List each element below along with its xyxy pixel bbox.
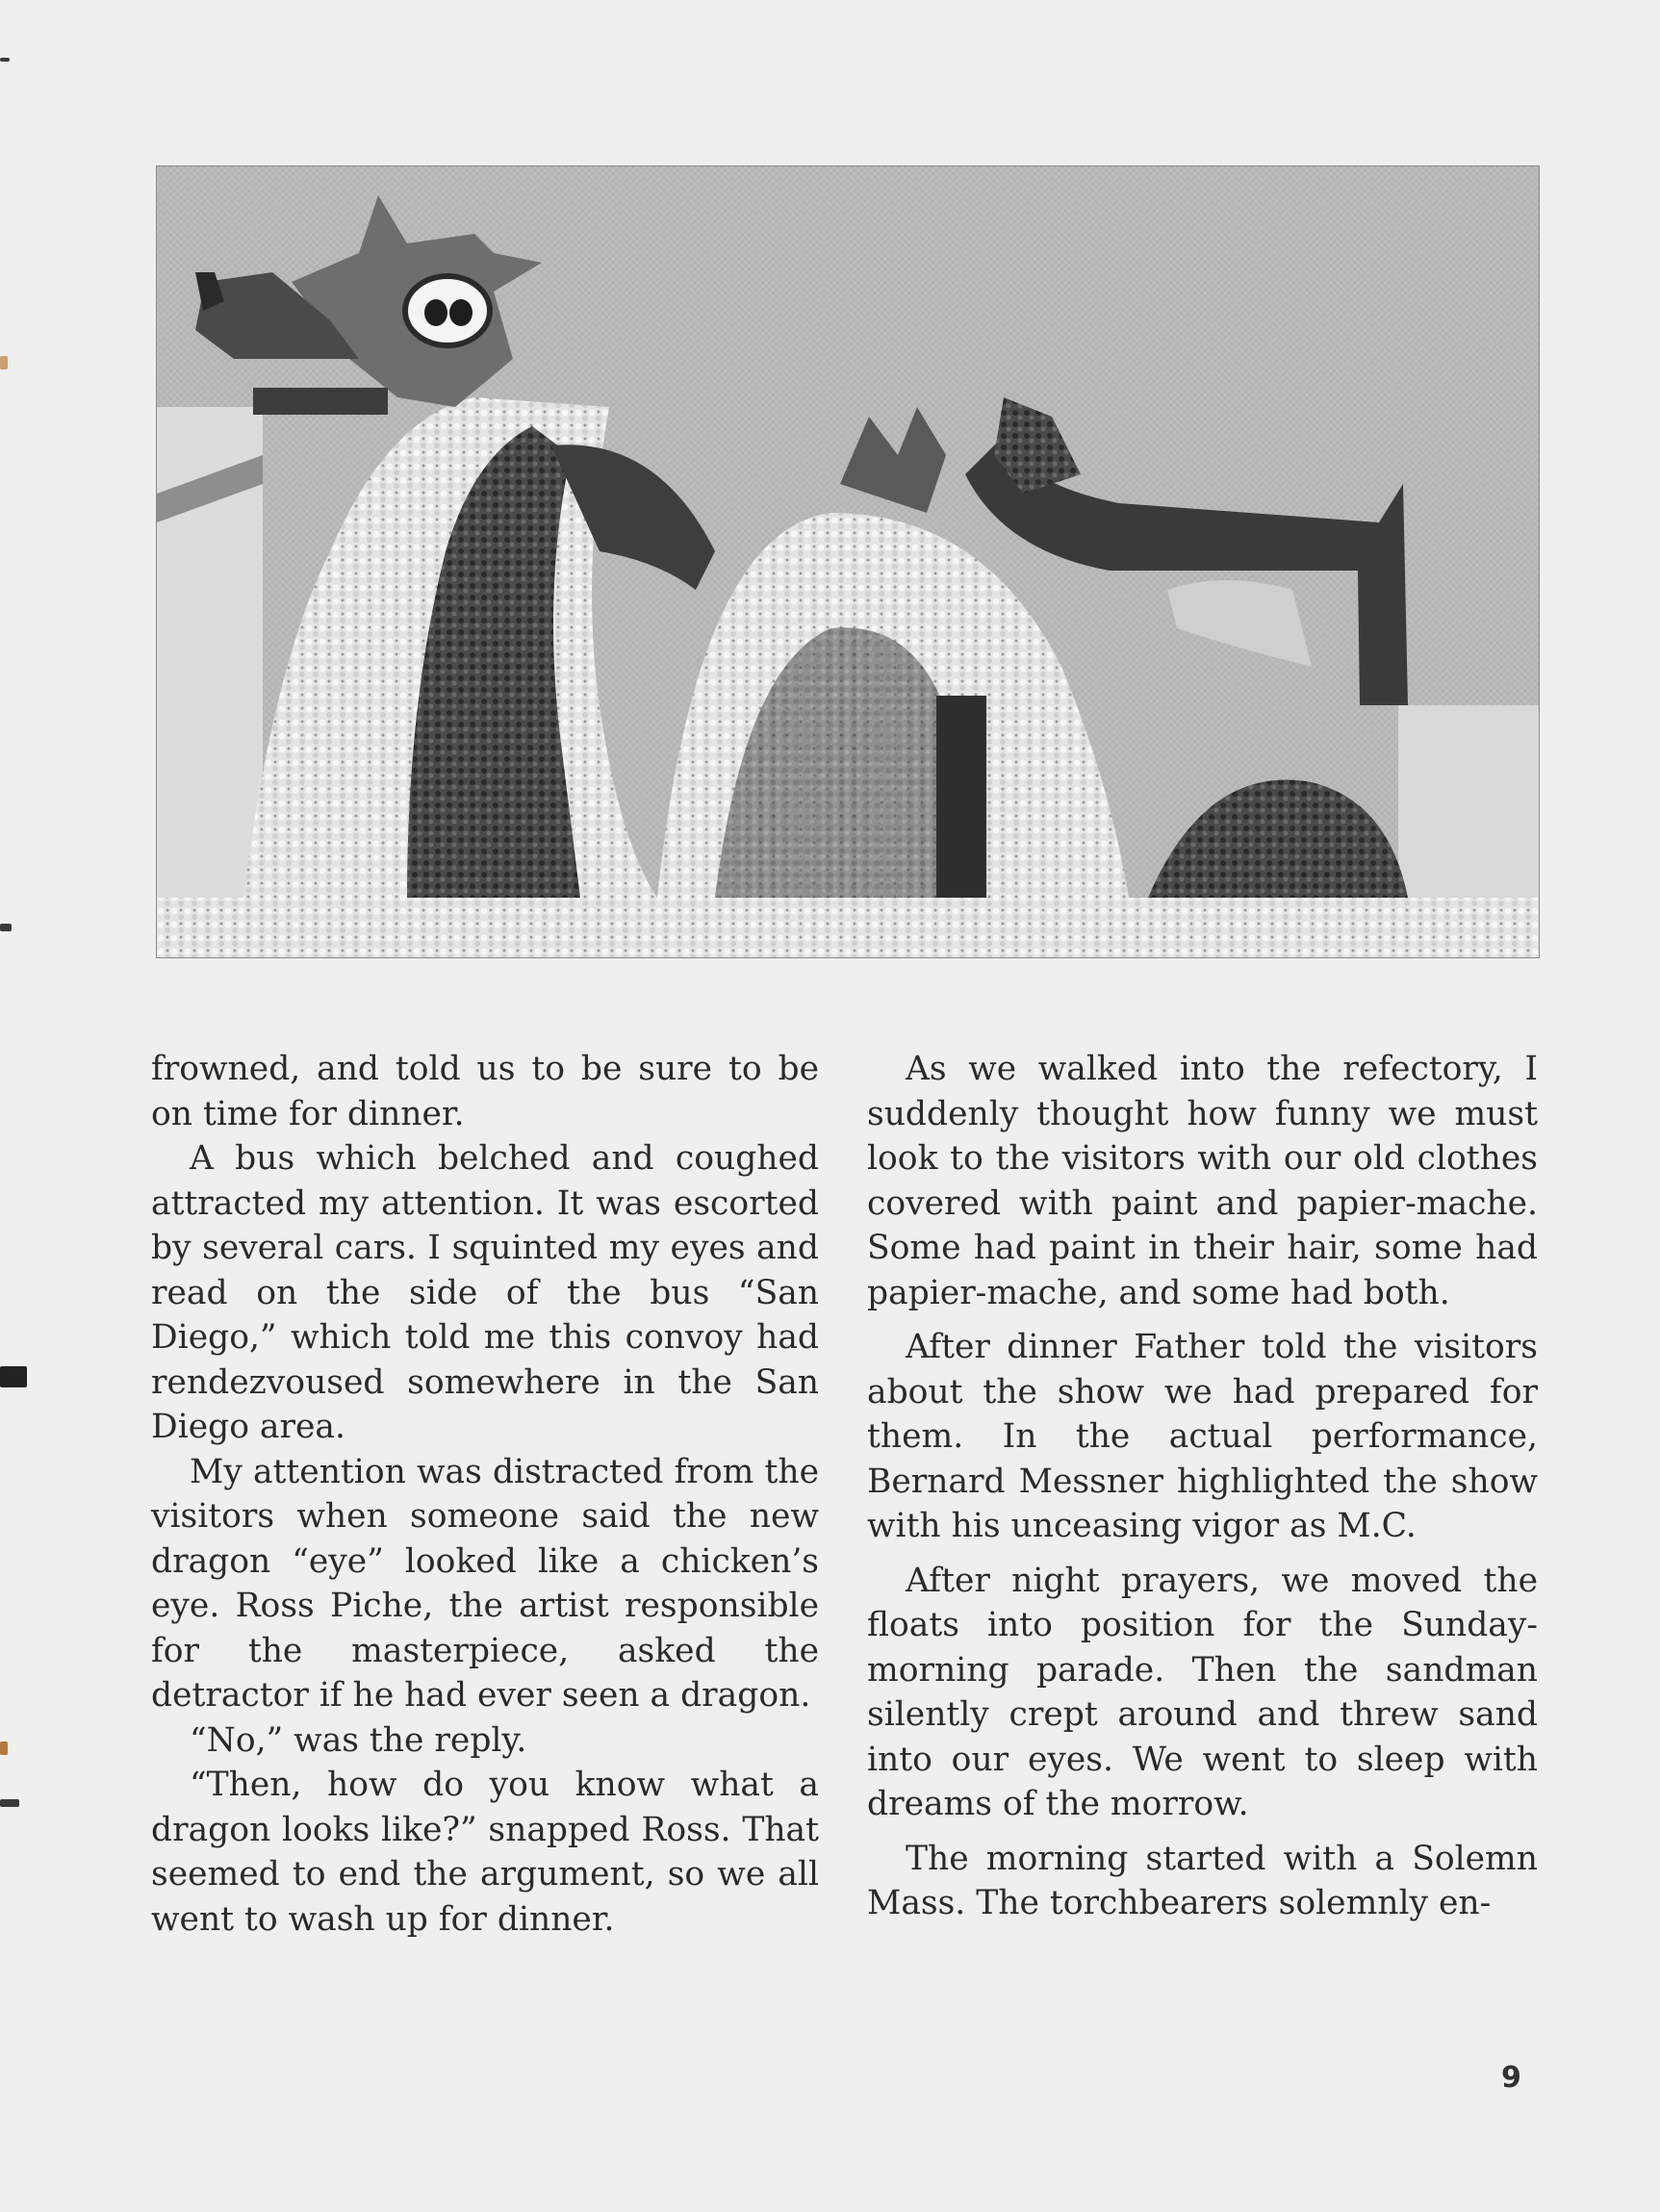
binder-mark [0, 1742, 8, 1755]
paragraph: “Then, how do you know what a dragon looks like?” snapped Ross. That seemed to end the argument, so we all went to wash up for dinner. [151, 1766, 819, 1939]
paragraph: A bus which belched and coughed attracted my attention. It was escorted by several cars. I squinted my eyes and read on the side of the bus “San Diego,” which told me this convoy had rendezvoused somewhere in the San Diego area. [151, 1139, 819, 1446]
paragraph: frowned, and told us to be sure to be on time for dinner. [151, 1050, 819, 1133]
binder-mark [0, 1799, 19, 1807]
dragon-illustration [157, 166, 1539, 957]
binder-mark [0, 1366, 27, 1387]
page-number: 9 [1501, 2061, 1521, 2095]
paragraph: After night prayers, we moved the floats into position for the Sunday-morning parade. Then the sandman silently crept around and threw sand into our eyes. We went to sleep with dreams of the morrow. [867, 1561, 1538, 1823]
binder-mark [0, 58, 10, 62]
binder-mark [0, 924, 12, 931]
right-column [867, 1047, 1538, 1926]
left-column [151, 1047, 819, 1942]
paragraph: The morning started with a Solemn Mass. The torchbearers solemnly en- [867, 1839, 1538, 1922]
dragon-float-photo [156, 165, 1540, 958]
binder-mark [0, 356, 8, 369]
paragraph: As we walked into the refectory, I suddenly thought how funny we must look to the visitors with our old clothes covered with paint and papier-mache. Some had paint in their hair, some had papier-mache, and some had both. [867, 1050, 1538, 1312]
paragraph: After dinner Father told the visitors about the show we had prepared for them. In the actual performance, Bernard Messner highlighted the show with his unceasing vigor as M.C. [867, 1328, 1538, 1545]
paragraph: My attention was distracted from the visitors when someone said the new dragon “eye” looked like a chicken’s eye. Ross Piche, the artist responsible for the masterpiece, asked the detractor if he had ever seen a dragon. [151, 1452, 819, 1715]
paragraph: “No,” was the reply. [190, 1720, 527, 1760]
